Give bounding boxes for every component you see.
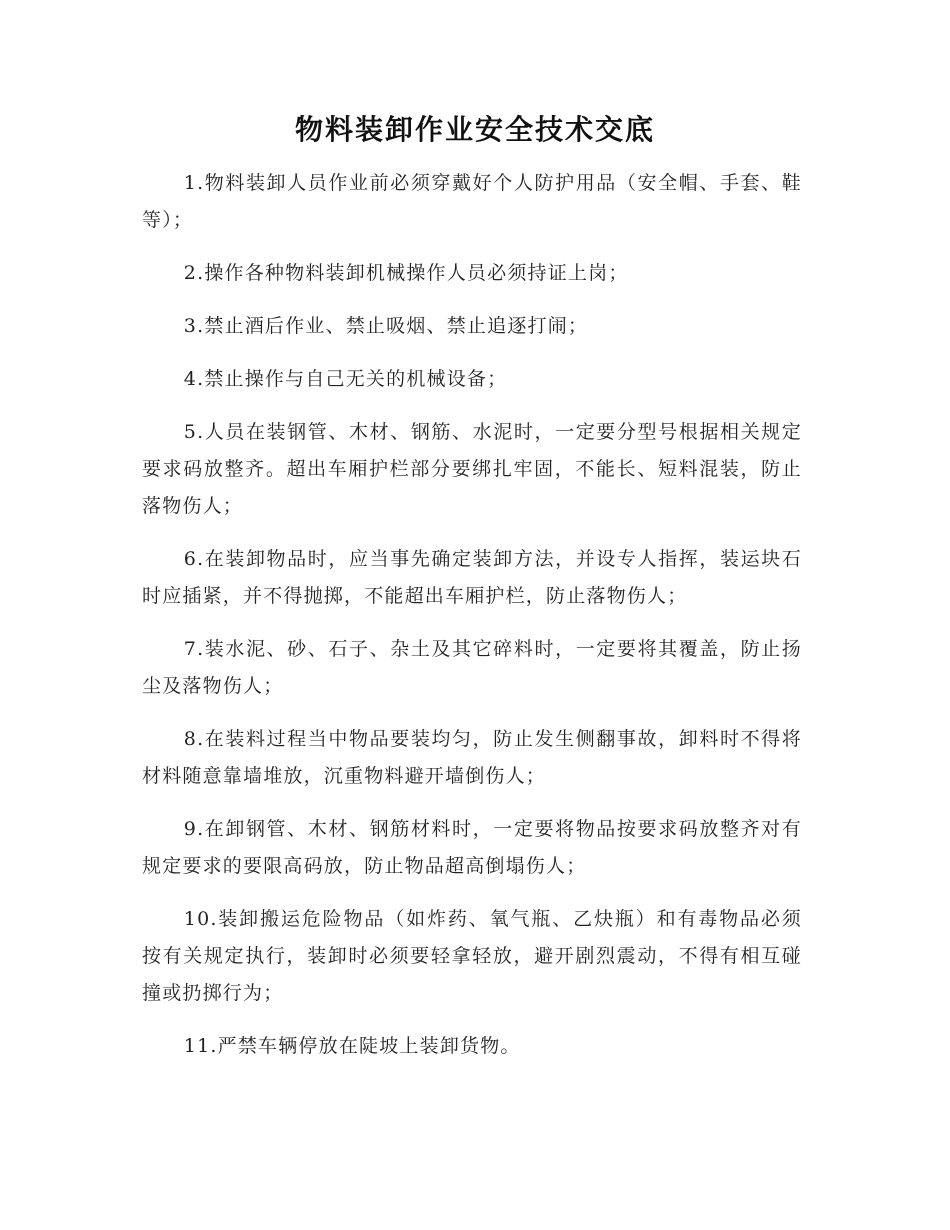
document-title: 物料装卸作业安全技术交底 [294, 113, 655, 146]
paragraph-11: 11.严禁车辆停放在陡坡上装卸货物。 [183, 1035, 521, 1057]
paragraph-6: 6.在装卸物品时，应当事先确定装卸方法，并设专人指挥，装运块石时应插紧，并不得抛掷，不能超出车厢护栏，防止落物伤人； [142, 548, 802, 607]
document-body [142, 165, 802, 1081]
paragraph-4: 4.禁止操作与自己无关的机械设备； [183, 368, 508, 390]
paragraph-5: 5.人员在装钢管、木材、钢筋、水泥时，一定要分型号根据相关规定要求码放整齐。超出车厢护栏部分要绑扎牢固，不能长、短料混装，防止落物伤人； [142, 421, 802, 517]
paragraph-1: 1.物料装卸人员作业前必须穿戴好个人防护用品（安全帽、手套、鞋等）； [142, 172, 802, 231]
paragraph-2: 2.操作各种物料装卸机械操作人员必须持证上岗； [183, 262, 629, 284]
paragraph-3: 3.禁止酒后作业、禁止吸烟、禁止追逐打闹； [183, 315, 589, 337]
paragraph-7: 7.装水泥、砂、石子、杂土及其它碎料时，一定要将其覆盖，防止扬尘及落物伤人； [142, 638, 802, 697]
paragraph-10: 10.装卸搬运危险物品（如炸药、氧气瓶、乙炔瓶）和有毒物品必须按有关规定执行，装卸时必须要轻拿轻放，避开剧烈震动，不得有相互碰撞或扔掷行为； [142, 908, 802, 1004]
paragraph-8: 8.在装料过程当中物品要装均匀，防止发生侧翻事故，卸料时不得将材料随意靠墙堆放，沉重物料避开墙倒伤人； [142, 728, 802, 787]
paragraph-9: 9.在卸钢管、木材、钢筋材料时，一定要将物品按要求码放整齐对有规定要求的要限高码放，防止物品超高倒塌伤人； [142, 818, 802, 877]
